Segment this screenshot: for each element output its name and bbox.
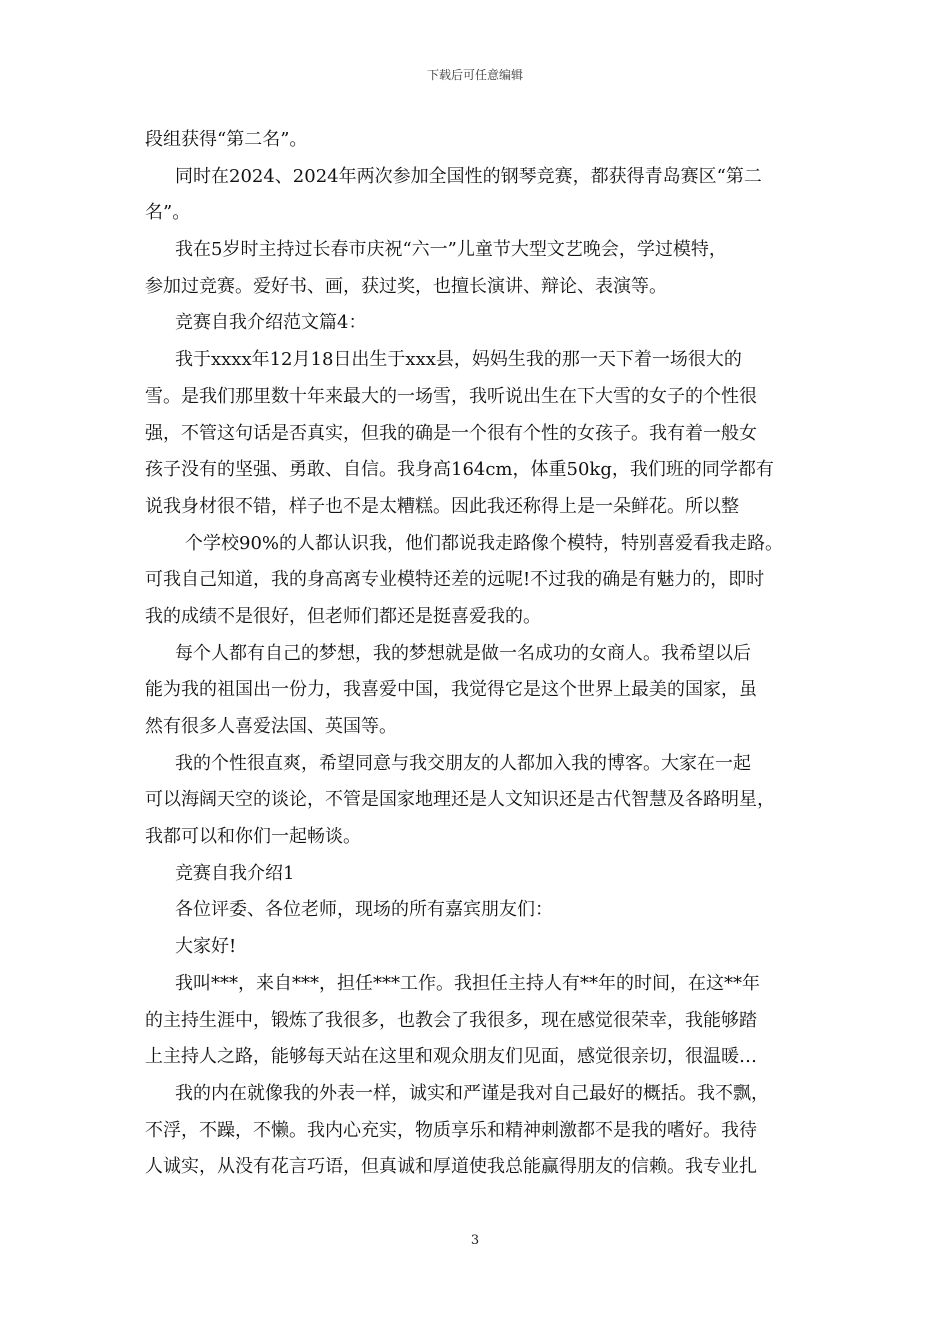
text-line: 的主持生涯中，锻炼了我很多，也教会了我很多，现在感觉很荣幸，我能够踏 [145, 1009, 757, 1031]
paragraph-start-line: 我的内在就像我的外表一样，诚实和严谨是我对自己最好的概括。我不飘， [175, 1082, 769, 1104]
text-line: 上主持人之路，能够每天站在这里和观众朋友们见面，感觉很亲切，很温暖… [145, 1046, 757, 1068]
paragraph-start-line: 个学校90%的人都认识我，他们都说我走路像个模特，特别喜爱看我走路。 [185, 532, 784, 554]
text-line: 段组获得“第二名”。 [145, 129, 308, 150]
section-heading: 竞赛自我介绍范文篇4： [175, 312, 367, 334]
text-line: 说我身材很不错，样子也不是太糟糕。因此我还称得上是一朵鲜花。所以整 [145, 495, 739, 517]
text-line: 能为我的祖国出一份力，我喜爱中国，我觉得它是这个世界上最美的国家，虽 [145, 679, 757, 701]
text-line: 我的成绩不是很好，但老师们都还是挺喜爱我的。 [145, 605, 541, 627]
paragraph-start-line: 我于xxxx年12月18日出生于xxx县，妈妈生我的那一天下着一场很大的 [175, 349, 742, 371]
text-line: 不浮，不躁，不懒。我内心充实，物质享乐和精神刺激都不是我的嗜好。我待 [145, 1119, 757, 1141]
text-line: 强，不管这句话是否真实，但我的确是一个很有个性的女孩子。我有着一般女 [145, 422, 757, 444]
paragraph-start-line: 每个人都有自己的梦想，我的梦想就是做一名成功的女商人。我希望以后 [175, 642, 751, 664]
text-line: 孩子没有的坚强、勇敢、自信。我身高164cm，体重50kg，我们班的同学都有 [145, 459, 774, 481]
paragraph-start-line: 同时在2024、2024年两次参加全国性的钢琴竞赛，都获得青岛赛区“第二 [175, 165, 762, 187]
text-line: 可我自己知道，我的身高离专业模特还差的远呢!不过我的确是有魅力的，即时 [145, 569, 765, 591]
page-number: 3 [470, 1233, 480, 1248]
text-line: 参加过竞赛。爱好书、画，获过奖，也擅长演讲、辩论、表演等。 [145, 275, 667, 297]
text-line: 我都可以和你们一起畅谈。 [145, 826, 361, 848]
salutation-line: 各位评委、各位老师，现场的所有嘉宾朋友们： [175, 899, 553, 921]
text-line: 然有很多人喜爱法国、英国等。 [145, 716, 397, 737]
greeting-line: 大家好! [175, 936, 237, 958]
paragraph-start-line: 我的个性很直爽，希望同意与我交朋友的人都加入我的博客。大家在一起 [175, 752, 751, 774]
document-body [145, 122, 815, 1186]
text-line: 可以海阔天空的谈论，不管是国家地理还是人文知识还是古代智慧及各路明星， [145, 789, 775, 811]
text-line: 名”。 [145, 202, 191, 224]
paragraph-start-line: 我在5岁时主持过长春市庆祝“六一”儿童节大型文艺晚会，学过模特， [175, 239, 727, 261]
text-line: 雪。是我们那里数十年来最大的一场雪，我听说出生在下大雪的女子的个性很 [145, 385, 757, 407]
page-header: 下载后可任意编辑 [426, 68, 523, 82]
section-heading: 竞赛自我介绍1 [175, 862, 295, 884]
text-line: 人诚实，从没有花言巧语，但真诚和厚道使我总能赢得朋友的信赖。我专业扎 [145, 1156, 757, 1178]
paragraph-start-line: 我叫***，来自***，担任***工作。我担任主持人有**年的时间，在这**年 [175, 972, 760, 994]
